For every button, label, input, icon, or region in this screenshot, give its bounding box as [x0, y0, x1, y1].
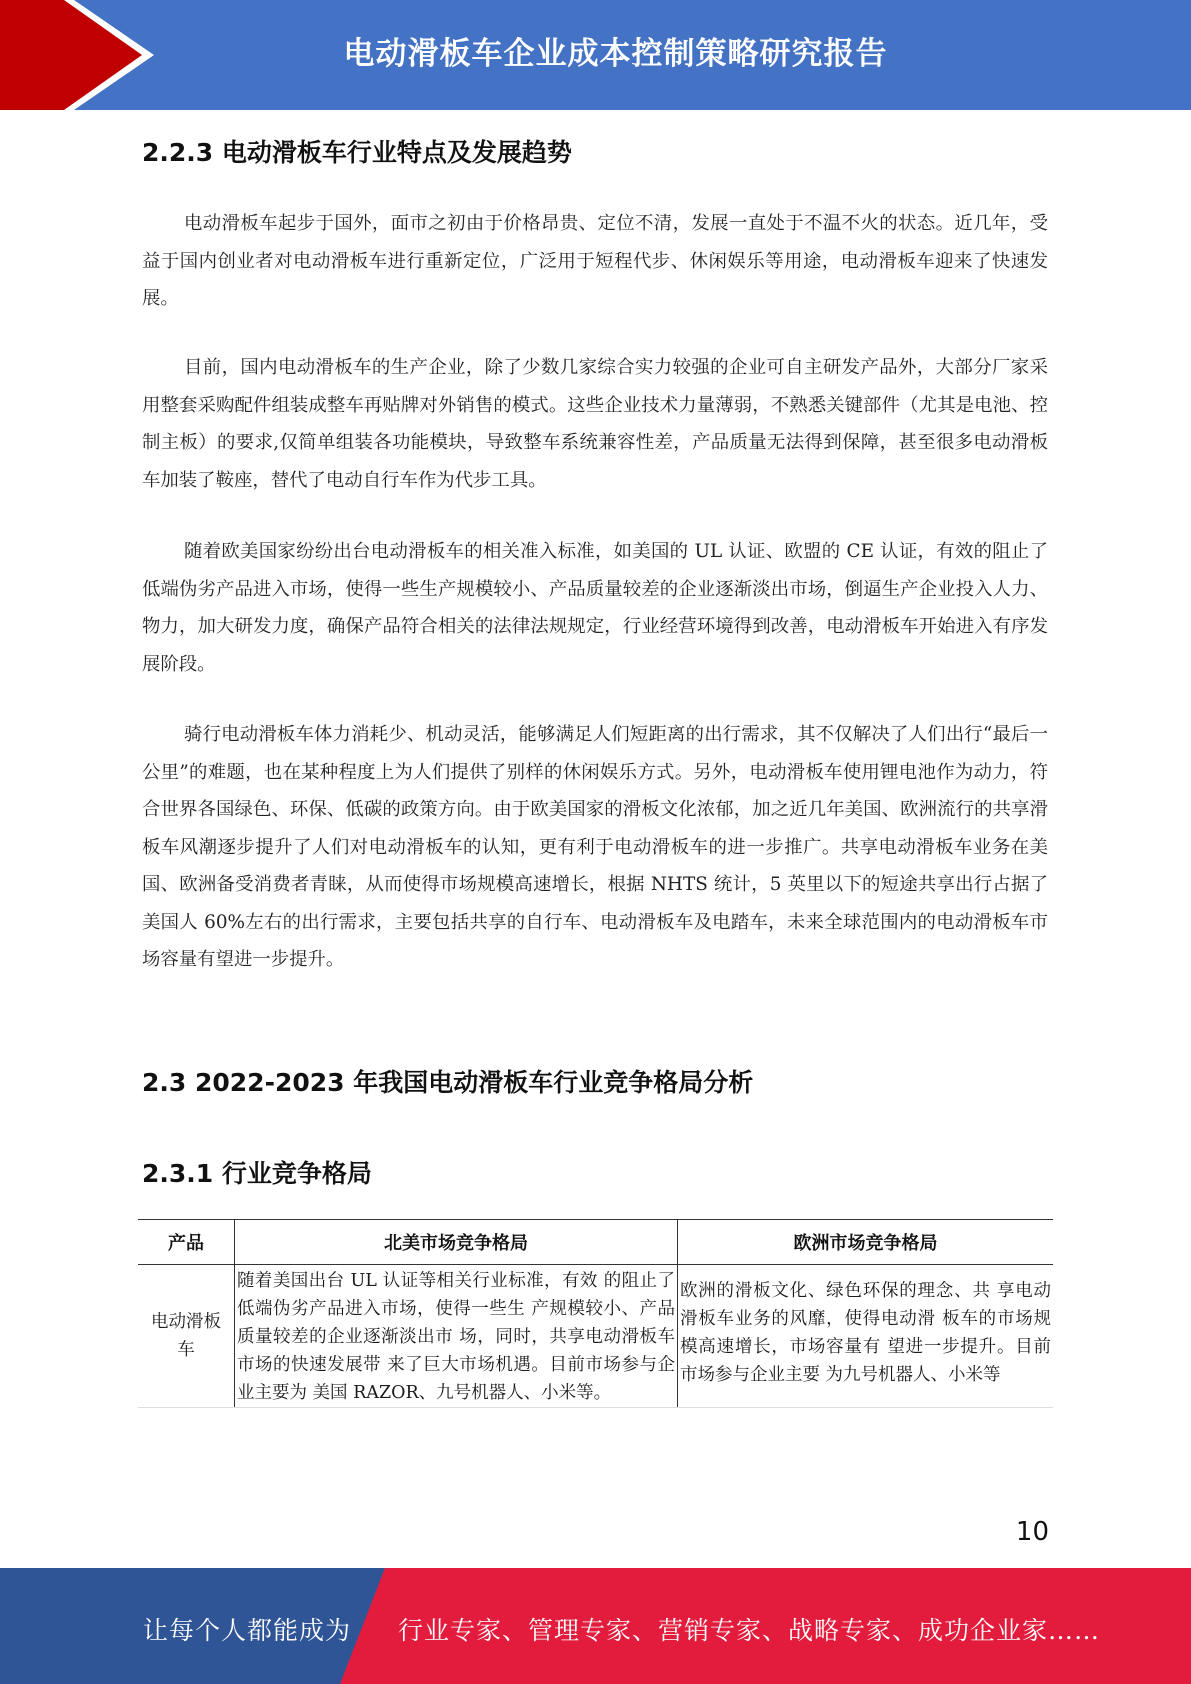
report-title: 电动滑板车企业成本控制策略研究报告	[343, 36, 888, 72]
table-header-europe: 欧洲市场竞争格局	[678, 1220, 1054, 1265]
paragraph-4: 骑行电动滑板车体力消耗少、机动灵活，能够满足人们短距离的出行需求，其不仅解决了人们出行“最后一公里”的难题，也在某种程度上为人们提供了别样的休闲娱乐方式。另外，电动滑板车使用锂电池作为动力，符合世界各国绿色、环保、低碳的政策方向。由于欧美国家的滑板文化浓郁，加之近几年美国、欧洲流行的共享滑板车风潮逐步提升了人们对电动滑板车的认知，更有利于电动滑板车的进一步推广。共享电动滑板车业务在美国、欧洲备受消费者青睐，从而使得市场规模高速增长，根据 NHTS 统计，5 英里以下的短途共享出行占据了美国人 60%左右的出行需求，主要包括共享的自行车、电动滑板车及电踏车，未来全球范围内的电动滑板车市场容量有望进一步提升。	[142, 724, 1048, 970]
table-cell-europe: 欧洲的滑板文化、绿色环保的理念、共 享电动滑板车业务的风靡，使得电动滑 板车的市场规模高速增长，市场容量有 望进一步提升。目前市场参与企业主要 为九号机器人、小米等	[678, 1265, 1054, 1408]
paragraph-3: 随着欧美国家纷纷出台电动滑板车的相关准入标准，如美国的 UL 认证、欧盟的 CE 认证，有效的阻止了低端伪劣产品进入市场，使得一些生产规模较小、产品质量较差的企业逐渐淡出市场，倒逼生产企业投入人力、物力，加大研发力度，确保产品符合相关的法律法规规定，行业经营环境得到改善，电动滑板车开始进入有序发展阶段。	[142, 541, 1048, 675]
table-header-product: 产品	[138, 1220, 235, 1265]
section-2-3-heading: 2.3 2022-2023 年我国电动滑板车行业竞争格局分析	[142, 1068, 754, 1097]
table-cell-north-america: 随着美国出台 UL 认证等相关行业标准，有效 的阻止了低端伪劣产品进入市场，使得一些生 产规模较小、产品质量较差的企业逐渐淡出市 场，同时，共享电动滑板车市场的快速发展带 来了巨大市场机遇。目前市场参与企业主要为 美国 RAZOR、九号机器人、小米等。	[235, 1265, 678, 1408]
paragraph-1: 电动滑板车起步于国外，面市之初由于价格昂贵、定位不清，发展一直处于不温不火的状态。近几年，受益于国内创业者对电动滑板车进行重新定位，广泛用于短程代步、休闲娱乐等用途，电动滑板车迎来了快速发展。	[142, 213, 1048, 309]
page-number: 10	[1015, 1517, 1049, 1547]
table-header-north-america: 北美市场竞争格局	[235, 1220, 678, 1265]
section-2-2-3-heading: 2.2.3 电动滑板车行业特点及发展趋势	[142, 138, 572, 167]
table-cell-product: 电动滑板车	[138, 1265, 235, 1408]
footer-slogan-left: 让每个人都能成为	[143, 1616, 352, 1645]
competition-table	[138, 1219, 1053, 1408]
section-2-3-1-heading: 2.3.1 行业竞争格局	[142, 1159, 372, 1188]
footer-slogan-right: 行业专家、管理专家、营销专家、战略专家、成功企业家……	[398, 1616, 1101, 1645]
paragraph-2: 目前，国内电动滑板车的生产企业，除了少数几家综合实力较强的企业可自主研发产品外，大部分厂家采用整套采购配件组装成整车再贴牌对外销售的模式。这些企业技术力量薄弱，不熟悉关键部件（尤其是电池、控制主板）的要求,仅简单组装各功能模块，导致整车系统兼容性差，产品质量无法得到保障，甚至很多电动滑板车加装了鞍座，替代了电动自行车作为代步工具。	[142, 357, 1048, 491]
table-header-row	[138, 1220, 1053, 1265]
table-row	[138, 1265, 1053, 1408]
